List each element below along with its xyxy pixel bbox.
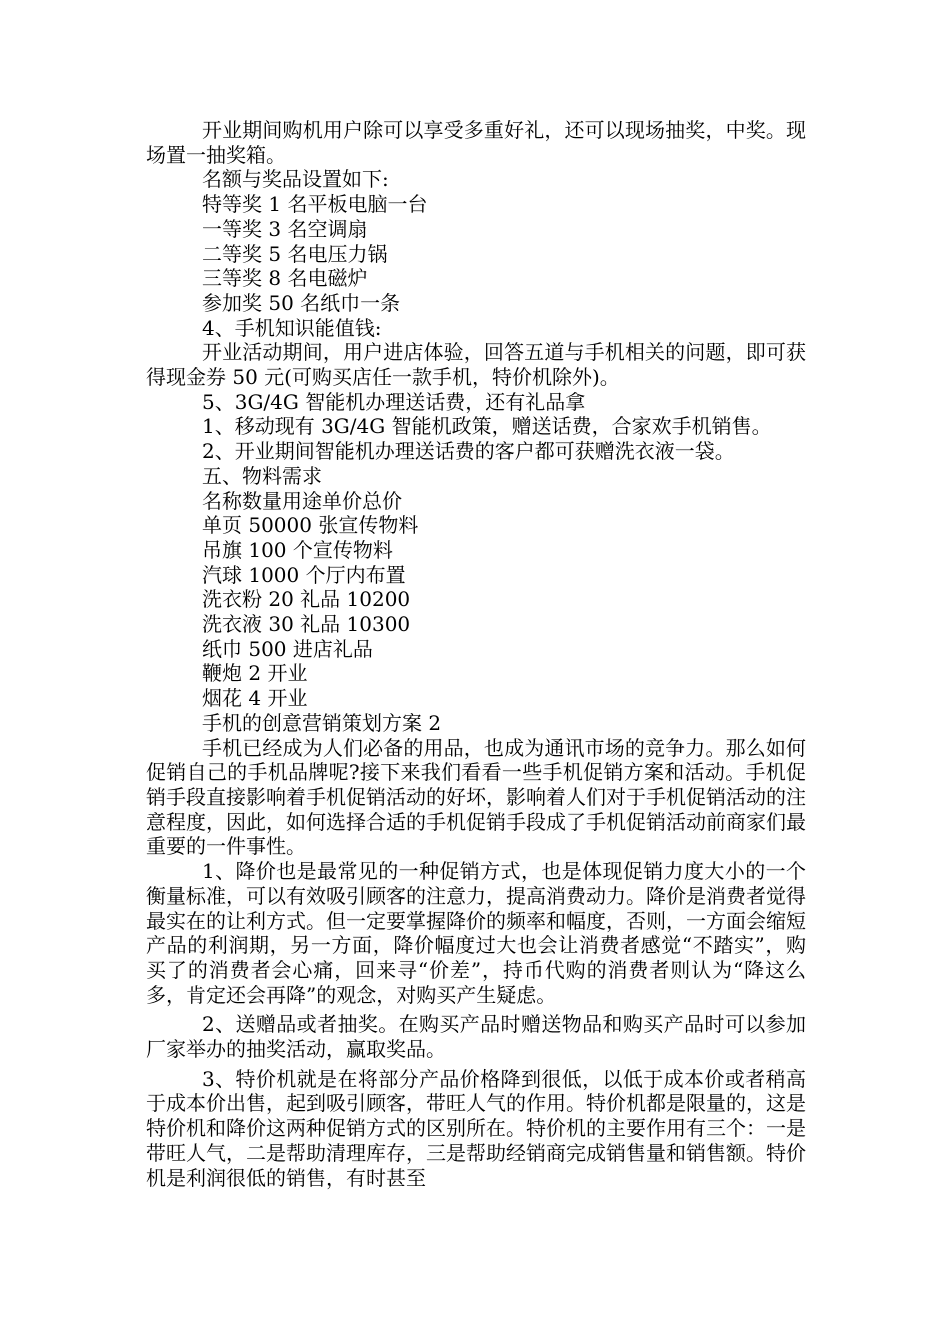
body-paragraph: 2、送赠品或者抽奖。在购买产品时赠送物品和购买产品时可以参加厂家举办的抽奖活动，赢取奖品。	[146, 1012, 806, 1062]
body-line: 纸巾 500 进店礼品	[202, 636, 373, 661]
body-line: 1、移动现有 3G/4G 智能机政策，赠送话费，合家欢手机销售。	[202, 414, 772, 439]
body-line: 二等奖 5 名电压力锅	[202, 241, 388, 266]
body-line: 五、物料需求	[202, 463, 322, 488]
body-line: 手机的创意营销策划方案 2	[202, 710, 442, 735]
body-paragraph: 1、降价也是最常见的一种促销方式，也是体现促销力度大小的一个衡量标准，可以有效吸引顾客的注意力，提高消费动力。降价是消费者觉得最实在的让利方式。但一定要掌握降价的频率和幅度，否则，一方面会缩短产品的利润期，另一方面，降价幅度过大也会让消费者感觉“不踏实”，购买了的消费者会心痛，回来寻“价差”，持币代购的消费者则认为“降这么多，肯定还会再降”的观念，对购买产生疑虑。	[146, 859, 806, 1007]
body-line: 单页 50000 张宣传物料	[202, 513, 419, 538]
body-paragraph: 开业期间购机用户除可以享受多重好礼，还可以现场抽奖，中奖。现场置一抽奖箱。	[146, 118, 806, 167]
body-line: 2、开业期间智能机办理送话费的客户都可获赠洗衣液一袋。	[202, 439, 735, 464]
body-line: 参加奖 50 名纸巾一条	[202, 290, 401, 315]
body-line: 一等奖 3 名空调扇	[202, 216, 368, 241]
body-line: 吊旗 100 个宣传物料	[202, 537, 393, 562]
body-paragraph: 开业活动期间，用户进店体验，回答五道与手机相关的问题，即可获得现金券 50 元(可购买店任一款手机，特价机除外)。	[146, 340, 806, 390]
body-line: 汽球 1000 个厅内布置	[202, 562, 406, 587]
body-line: 名称数量用途单价总价	[202, 488, 402, 513]
body-paragraph: 手机已经成为人们必备的用品，也成为通讯市场的竞争力。那么如何促销自己的手机品牌呢?接下来我们看看一些手机促销方案和活动。手机促销手段直接影响着手机促销活动的好坏，影响着人们对于手机促销活动的注意程度，因此，如何选择合适的手机促销手段成了手机促销活动前商家们最重要的一件事性。	[146, 735, 806, 859]
body-line: 洗衣液 30 礼品 10300	[202, 612, 411, 637]
body-line: 三等奖 8 名电磁炉	[202, 266, 368, 291]
body-line: 特等奖 1 名平板电脑一台	[202, 192, 428, 217]
paragraph-gap	[146, 1190, 806, 1195]
body-line: 5、3G/4G 智能机办理送话费，还有礼品拿	[202, 389, 586, 414]
body-line: 烟花 4 开业	[202, 686, 308, 711]
document-page	[146, 118, 806, 1195]
body-paragraph: 3、特价机就是在将部分产品价格降到很低，以低于成本价或者稍高于成本价出售，起到吸引顾客，带旺人气的作用。特价机都是限量的，这是特价机和降价这两种促销方式的区别所在。特价机的主要作用有三个：一是带旺人气，二是帮助清理库存，三是帮助经销商完成销售量和销售额。特价机是利润很低的销售，有时甚至	[146, 1066, 806, 1190]
body-line: 名额与奖品设置如下:	[202, 167, 389, 192]
body-line: 4、手机知识能值钱:	[202, 315, 382, 340]
body-line: 洗衣粉 20 礼品 10200	[202, 587, 411, 612]
body-line: 鞭炮 2 开业	[202, 661, 308, 686]
